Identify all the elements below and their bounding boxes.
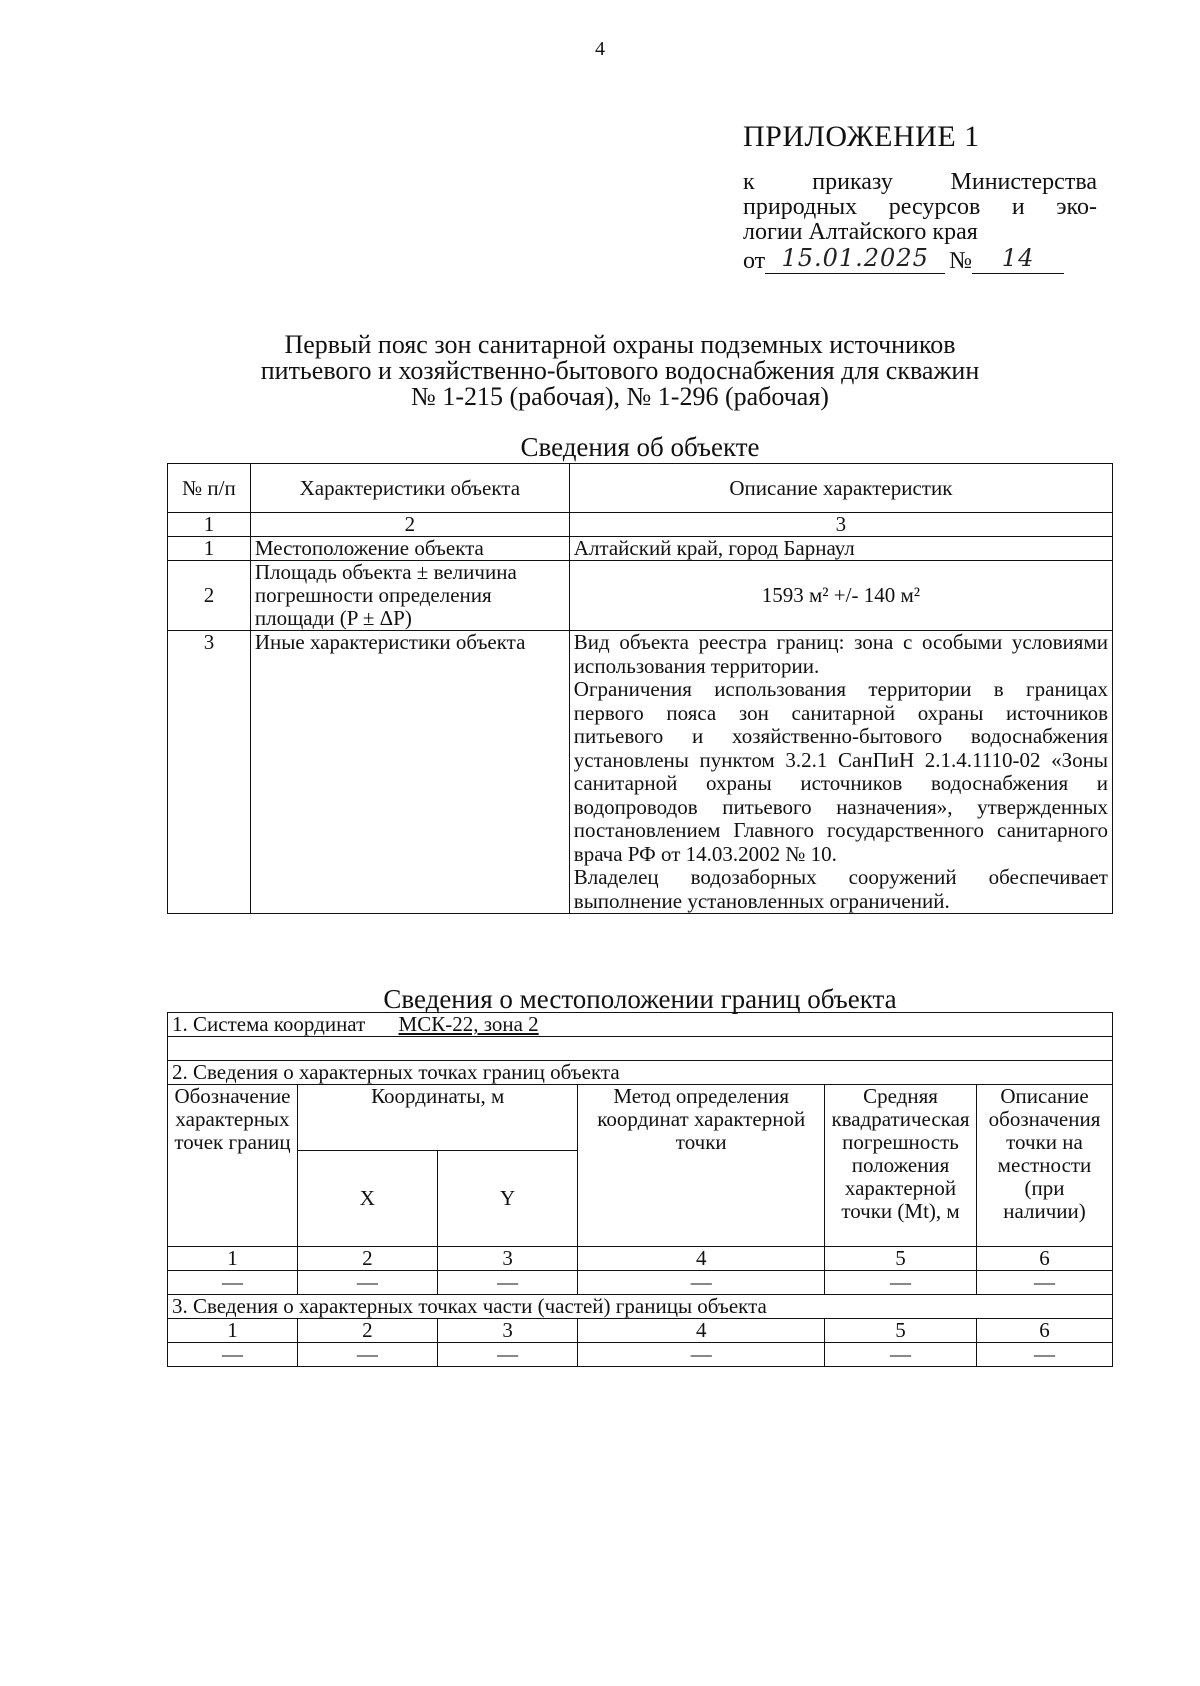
order-reference (743, 170, 1097, 274)
row-num: 1 (168, 537, 251, 561)
dash-cell: — (168, 1271, 298, 1295)
dash-cell: — (578, 1343, 825, 1367)
header-coordinates: Координаты, м (297, 1085, 577, 1151)
coord-system-label: 1. Система координат (172, 1012, 366, 1036)
header-designation: Обозначение характерных точек границ (168, 1085, 298, 1247)
col-number: 2 (297, 1247, 437, 1271)
col-number: 6 (977, 1247, 1113, 1271)
header-description: Описание характеристик (569, 464, 1112, 513)
table-header-row (168, 1085, 1113, 1151)
header-point-description: Описание обозначения точки на местности (при наличии) (977, 1085, 1113, 1247)
empty-cell (168, 1037, 1113, 1061)
points-heading-row (168, 1061, 1113, 1085)
col-number: 1 (168, 513, 251, 537)
points-heading: 2. Сведения о характерных точках границ объекта (168, 1061, 1113, 1085)
dash-cell: — (977, 1343, 1113, 1367)
boundaries-table (167, 1012, 1113, 1367)
header-characteristic: Характеристики объекта (250, 464, 569, 513)
dash-cell: — (168, 1343, 298, 1367)
header-x: X (297, 1151, 437, 1247)
boundaries-section-title: Сведения о местоположении границ объекта (383, 984, 897, 1014)
table-row (168, 631, 1113, 914)
col-number: 2 (297, 1319, 437, 1343)
order-word: Министерства (950, 169, 1097, 195)
dash-cell: — (437, 1343, 578, 1367)
object-section-title: Сведения об объекте (520, 432, 760, 462)
col-number: 5 (825, 1319, 977, 1343)
description-paragraph: Вид объекта реестра границ: зона с особыми условиями использования территории. (573, 630, 1108, 678)
table-header-row (168, 464, 1113, 513)
dash-cell: — (437, 1271, 578, 1295)
row-characteristic: Местоположение объекта (250, 537, 569, 561)
order-line-1 (743, 170, 1097, 195)
number-prefix: № (949, 248, 973, 274)
col-number: 2 (250, 513, 569, 537)
col-number: 4 (578, 1319, 825, 1343)
date-prefix: от (743, 248, 766, 274)
column-number-row (168, 1247, 1113, 1271)
appendix-title: ПРИЛОЖЕНИЕ 1 (743, 120, 980, 153)
coord-system-row (168, 1013, 1113, 1037)
table-row (168, 1271, 1113, 1295)
order-word: и (1011, 194, 1025, 220)
column-number-row (168, 513, 1113, 537)
dash-cell: — (297, 1271, 437, 1295)
page-number: 4 (595, 38, 605, 60)
dash-cell: — (977, 1271, 1113, 1295)
dash-cell: — (825, 1271, 977, 1295)
title-line: питьевого и хозяйственно-бытового водоснабжения для скважин (260, 356, 980, 385)
coord-system-value: МСК-22, зона 2 (398, 1012, 539, 1036)
row-description: Алтайский край, город Барнаул (569, 537, 1112, 561)
order-date-number (743, 246, 1097, 274)
spacer-row (168, 1037, 1113, 1061)
col-number: 5 (825, 1247, 977, 1271)
row-characteristic: Площадь объекта ± величина погрешности определения площади (P ± ΔP) (250, 561, 569, 631)
description-paragraph: Ограничения использования территории в границах первого пояса зон санитарной охраны источников питьевого и хозяйственно-бытового водоснабжения установлены пунктом 3.2.1 СанПиН 2.1.4.1110-02 «Зоны санитарной охраны источников водоснабжения и водопроводов питьевого назначения», утвержденных постановлением Главного государственного санитарного врача РФ от 14.03.2002 № 10. (573, 677, 1108, 866)
parts-heading: 3. Сведения о характерных точках части (частей) границы объекта (168, 1295, 1113, 1319)
header-method: Метод определения координат характерной точки (578, 1085, 825, 1247)
order-word: природных (743, 194, 858, 220)
description-paragraph: Владелец водозаборных сооружений обеспечивает выполнение установленных ограничений. (573, 865, 1108, 913)
parts-heading-row (168, 1295, 1113, 1319)
order-line-2 (743, 195, 1097, 220)
table-row (168, 1343, 1113, 1367)
col-number: 3 (437, 1319, 578, 1343)
title-line: № 1-215 (рабочая), № 1-296 (рабочая) (411, 382, 829, 411)
title-line: Первый пояс зон санитарной охраны подземных источников (284, 330, 956, 359)
order-word: ресурсов (888, 194, 981, 220)
col-number: 4 (578, 1247, 825, 1271)
row-characteristic: Иные характеристики объекта (250, 631, 569, 914)
table-row (168, 537, 1113, 561)
handwritten-date: 15.01.2025 (765, 246, 945, 274)
row-description: 1593 м² +/- 140 м² (569, 561, 1112, 631)
order-word: приказу (812, 169, 893, 195)
document-title (240, 332, 1000, 410)
row-description (569, 631, 1112, 914)
table-row (168, 561, 1113, 631)
dash-cell: — (825, 1343, 977, 1367)
header-y: Y (437, 1151, 578, 1247)
col-number: 1 (168, 1247, 298, 1271)
order-line-3: логии Алтайского края (743, 219, 978, 245)
order-word: эко- (1056, 194, 1097, 220)
column-number-row (168, 1319, 1113, 1343)
row-num: 2 (168, 561, 251, 631)
object-info-table (167, 463, 1113, 914)
row-num: 3 (168, 631, 251, 914)
dash-cell: — (578, 1271, 825, 1295)
header-num: № п/п (168, 464, 251, 513)
col-number: 3 (569, 513, 1112, 537)
order-word: к (743, 169, 755, 195)
dash-cell: — (297, 1343, 437, 1367)
col-number: 6 (977, 1319, 1113, 1343)
handwritten-number: 14 (972, 246, 1064, 274)
col-number: 1 (168, 1319, 298, 1343)
col-number: 3 (437, 1247, 578, 1271)
coord-system-cell (168, 1013, 1113, 1037)
header-mean-error: Средняя квадратическая погрешность положения характерной точки (Mt), м (825, 1085, 977, 1247)
